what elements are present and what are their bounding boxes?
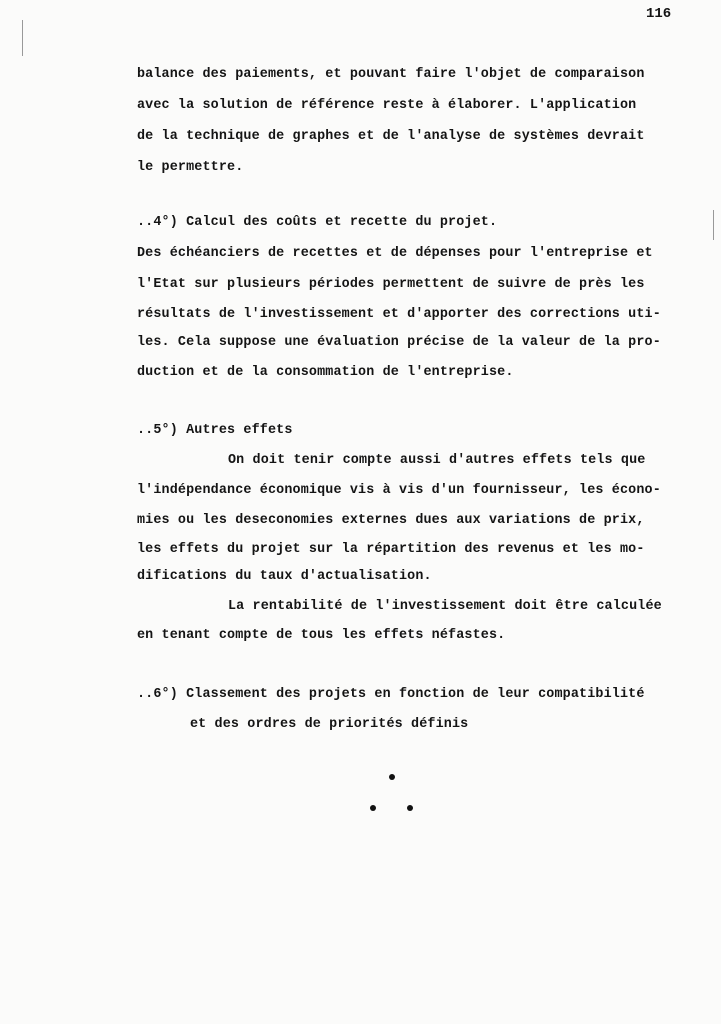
- text-line: les. Cela suppose une évaluation précise de la valeur de la pro-: [137, 335, 661, 350]
- text-line: La rentabilité de l'investissement doit être calculée: [228, 599, 662, 614]
- page-number: 116: [646, 6, 672, 22]
- ornament-dot: [407, 805, 413, 811]
- text-line: avec la solution de référence reste à élaborer. L'application: [137, 98, 637, 113]
- section-heading: ..6°) Classement des projets en fonction de leur compatibilité: [137, 687, 645, 702]
- text-line: l'indépendance économique vis à vis d'un fournisseur, les écono-: [137, 483, 661, 498]
- text-line: mies ou les deseconomies externes dues aux variations de prix,: [137, 513, 645, 528]
- text-line: en tenant compte de tous les effets néfastes.: [137, 628, 506, 643]
- ornament-dot: [370, 805, 376, 811]
- text-line: l'Etat sur plusieurs périodes permettent de suivre de près les: [137, 277, 645, 292]
- right-margin-mark: [713, 210, 714, 240]
- text-line: Des échéanciers de recettes et de dépenses pour l'entreprise et: [137, 246, 653, 261]
- text-line: balance des paiements, et pouvant faire l'objet de comparaison: [137, 67, 645, 82]
- text-line: On doit tenir compte aussi d'autres effets tels que: [228, 453, 646, 468]
- text-line: le permettre.: [137, 160, 244, 175]
- ornament-dot: [389, 774, 395, 780]
- text-line: difications du taux d'actualisation.: [137, 569, 432, 584]
- text-line: résultats de l'investissement et d'apporter des corrections uti-: [137, 307, 661, 322]
- text-line: duction et de la consommation de l'entreprise.: [137, 365, 514, 380]
- text-line: et des ordres de priorités définis: [190, 717, 469, 732]
- text-line: de la technique de graphes et de l'analyse de systèmes devrait: [137, 129, 645, 144]
- section-heading: ..5°) Autres effets: [137, 423, 293, 438]
- left-margin-mark: [22, 20, 23, 56]
- text-line: les effets du projet sur la répartition des revenus et les mo-: [137, 542, 645, 557]
- section-heading: ..4°) Calcul des coûts et recette du projet.: [137, 215, 498, 230]
